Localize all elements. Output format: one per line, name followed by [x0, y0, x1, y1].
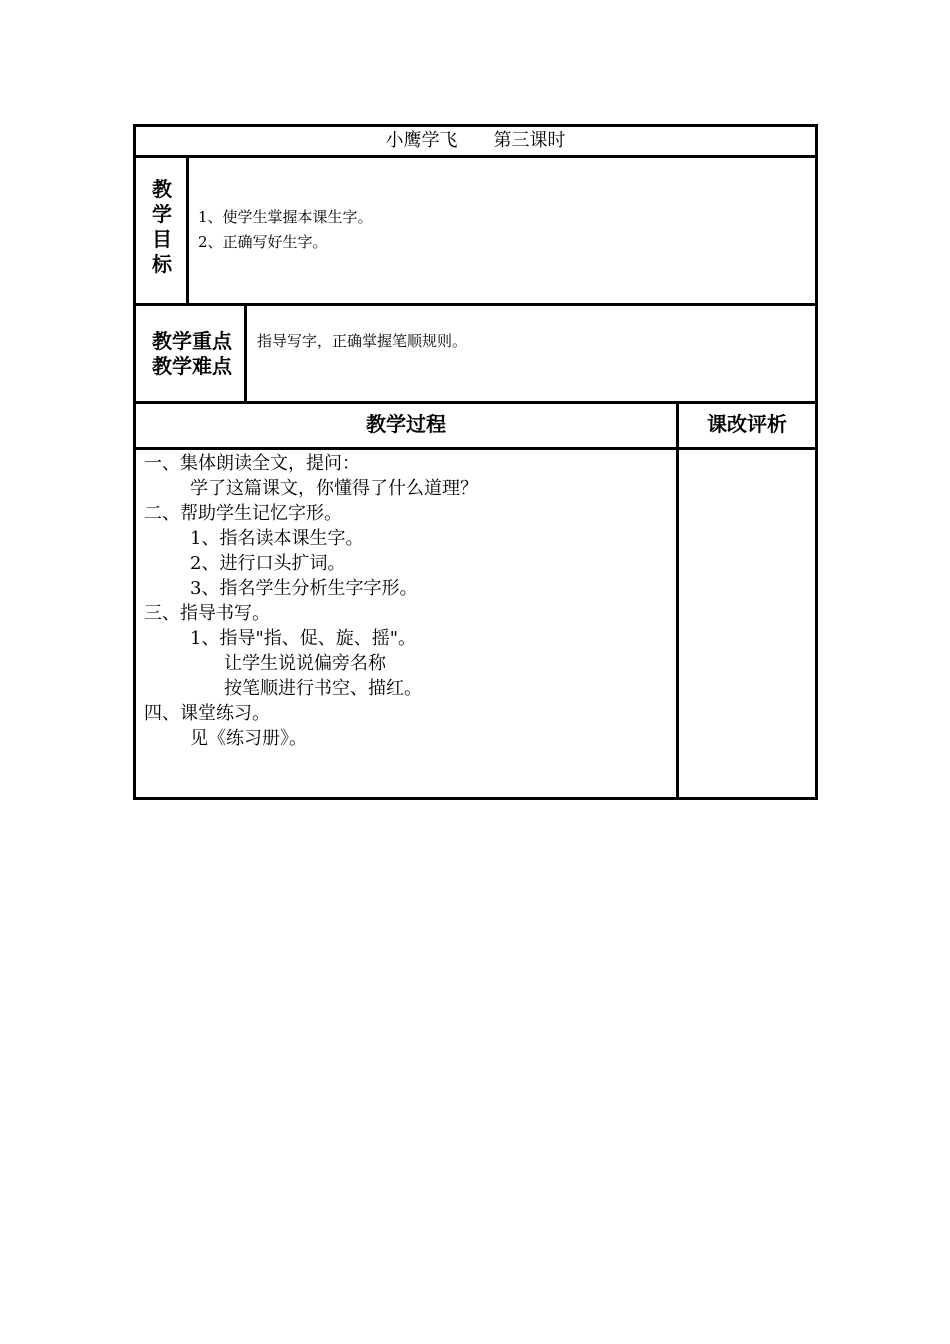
lesson-title [136, 127, 815, 155]
column-divider [676, 401, 679, 797]
row-divider [136, 155, 815, 158]
review-header: 课改评析 [707, 412, 787, 436]
key-points-label-line: 教学难点 [152, 354, 232, 378]
objectives-label-char: 标 [152, 252, 172, 276]
process-header: 教学过程 [366, 412, 446, 436]
process-line: 二、帮助学生记忆字形。 [144, 503, 342, 524]
objectives-list [198, 205, 373, 255]
process-content [144, 451, 478, 751]
objective-item: 2、正确写好生字。 [198, 233, 328, 251]
objectives-label-char: 目 [152, 227, 172, 251]
process-line: 四、课堂练习。 [144, 703, 270, 724]
process-line: 1、指导"指、促、旋、摇"。 [190, 628, 417, 649]
lesson-period: 第三课时 [493, 130, 566, 151]
process-line: 1、指名读本课生字。 [190, 528, 364, 549]
objectives-label-char: 学 [152, 202, 172, 226]
lesson-plan-table [133, 124, 818, 800]
process-line: 按笔顺进行书空、描红。 [224, 678, 422, 699]
objectives-label [136, 177, 188, 277]
objective-item: 1、使学生掌握本课生字。 [198, 208, 373, 226]
column-divider [244, 303, 247, 401]
process-line: 一、集体朗读全文，提问： [144, 453, 360, 474]
process-line: 3、指名学生分析生字字形。 [190, 578, 418, 599]
process-line: 见《练习册》。 [190, 728, 307, 749]
row-divider [136, 447, 815, 450]
key-points-label [140, 329, 244, 379]
row-divider [136, 303, 815, 306]
process-line: 三、指导书写。 [144, 603, 270, 624]
process-line: 学了这篇课文，你懂得了什么道理？ [190, 478, 478, 499]
lesson-name: 小鹰学飞 [385, 130, 458, 151]
process-line: 让学生说说偏旁名称 [224, 653, 386, 674]
key-points-text: 指导写字，正确掌握笔顺规则。 [257, 332, 468, 350]
objectives-label-char: 教 [152, 177, 172, 201]
key-points-label-line: 教学重点 [152, 329, 232, 353]
process-line: 2、进行口头扩词。 [190, 553, 346, 574]
